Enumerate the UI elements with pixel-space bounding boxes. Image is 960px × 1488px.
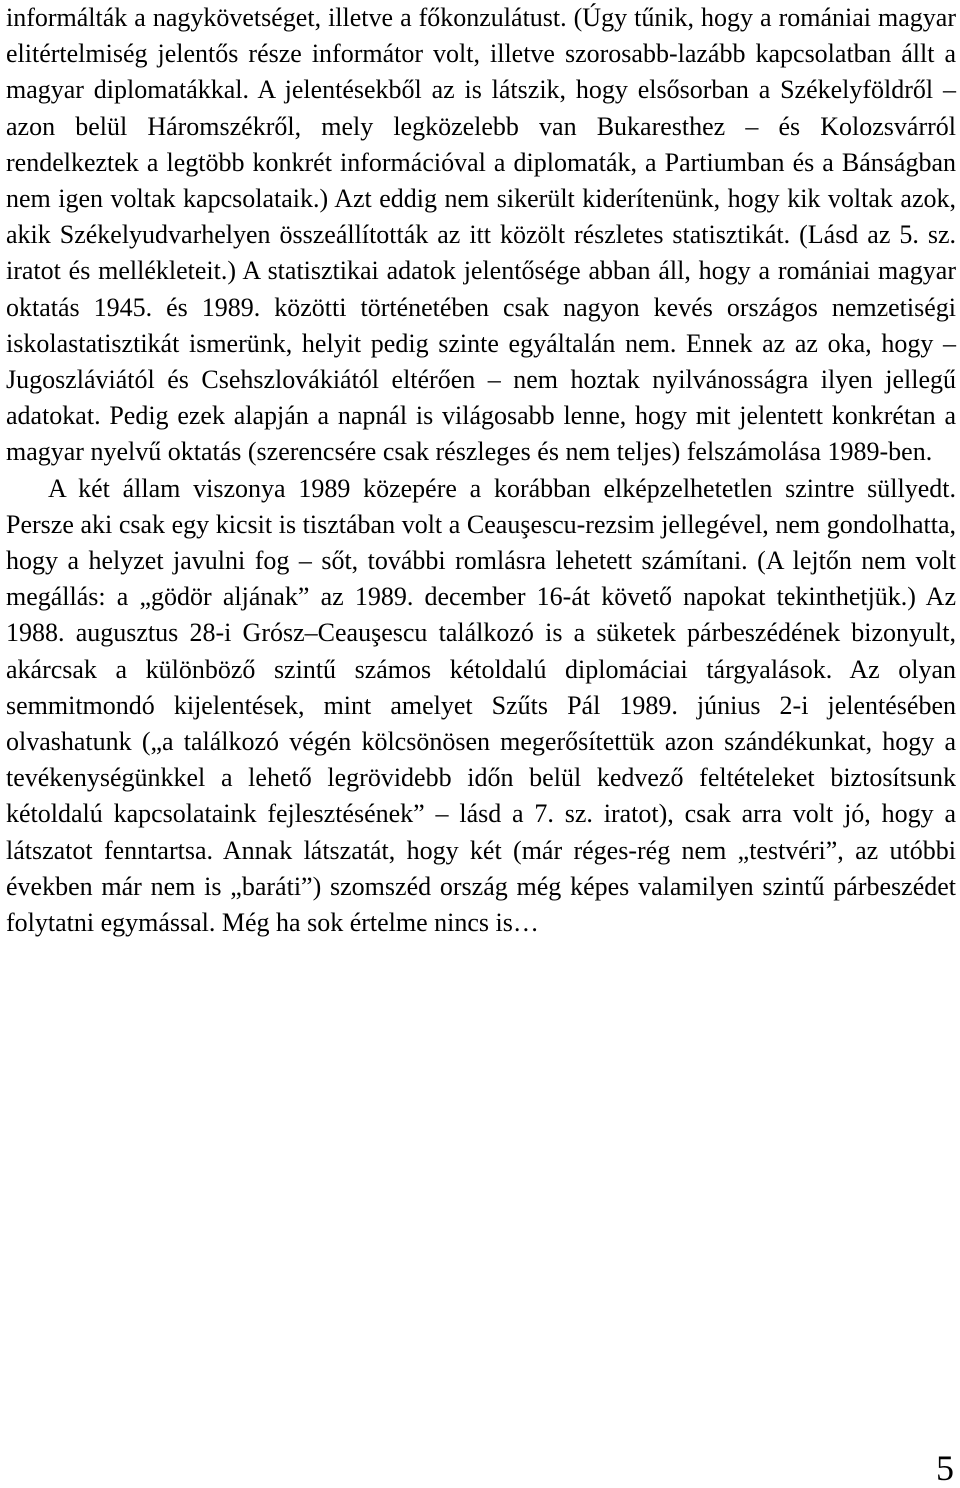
page-number: 5 xyxy=(936,1448,954,1488)
body-paragraph-2: A két állam viszonya 1989 közepére a korábban elképzelhetetlen szintre süllyedt. Persze aki csak egy kicsit is tisztában volt a Ceauşescu-rezsim jellegével, nem gondolhatta, hogy a helyzet javulni fog – sőt, további romlásra lehetett számítani. (A lejtőn nem volt megállás: a „gödör aljának” az 1989. december 16-át követő napokat tekinthetjük.) Az 1988. augusztus 28-i Grósz–Ceauşescu találkozó is a süketek párbeszédének bizonyult, akárcsak a különböző szintű számos kétoldalú diplomáciai tárgyalások. Az olyan semmitmondó kijelentések, mint amelyet Szűts Pál 1989. június 2-i jelentésében olvashatunk („a találkozó végén kölcsönösen megerősítettük azon szándékunkat, hogy a tevékenységünkkel a lehető legrövidebb időn belül kedvező feltételeket biztosítsunk kétoldalú kapcsolataink fejlesztésének” – lásd a 7. sz. iratot), csak arra volt jó, hogy a látszatot fenntartsa. Annak látszatát, hogy két (már réges-rég nem „testvéri”, az utóbbi években már nem is „baráti”) szomszéd ország még képes valamilyen szintű párbeszédet folytatni egymással. Még ha sok értelme nincs is… xyxy=(6,473,956,938)
body-paragraph-1: informálták a nagykövetséget, illetve a főkonzulátust. (Úgy tűnik, hogy a romániai magyar elitértelmiség jelentős része informátor volt, illetve szorosabb-lazább kapcsolatban állt a magyar diplomatákkal. A jelentésekből az is látszik, hogy elsősorban a Székelyföldről – azon belül Háromszékről, mely legközelebb van Bukaresthez – és Kolozsvárról rendelkeztek a legtöbb konkrét információval a diplomaták, a Partiumban és a Bánságban nem igen voltak kapcsolataik.) Azt eddig nem sikerült kiderítenünk, hogy kik voltak azok, akik Székelyudvarhelyen összeállították az itt közölt részletes statisztikát. (Lásd az 5. sz. iratot és mellékleteit.) A statisztikai adatok jelentősége abban áll, hogy a romániai magyar oktatás 1945. és 1989. közötti történetében csak nagyon kevés országos nemzetiségi iskolastatisztikát ismerünk, helyit pedig szinte egyáltalán nem. Ennek az az oka, hogy – Jugoszláviától és Csehszlovákiától eltérően – nem hoztak nyilvánosságra ilyen jellegű adatokat. Pedig ezek alapján a napnál is világosabb lenne, hogy mit jelentett konkrétan a magyar nyelvű oktatás (szerencsére csak részleges és nem teljes) felszámolása 1989-ben. xyxy=(6,3,956,467)
document-page xyxy=(6,0,956,941)
